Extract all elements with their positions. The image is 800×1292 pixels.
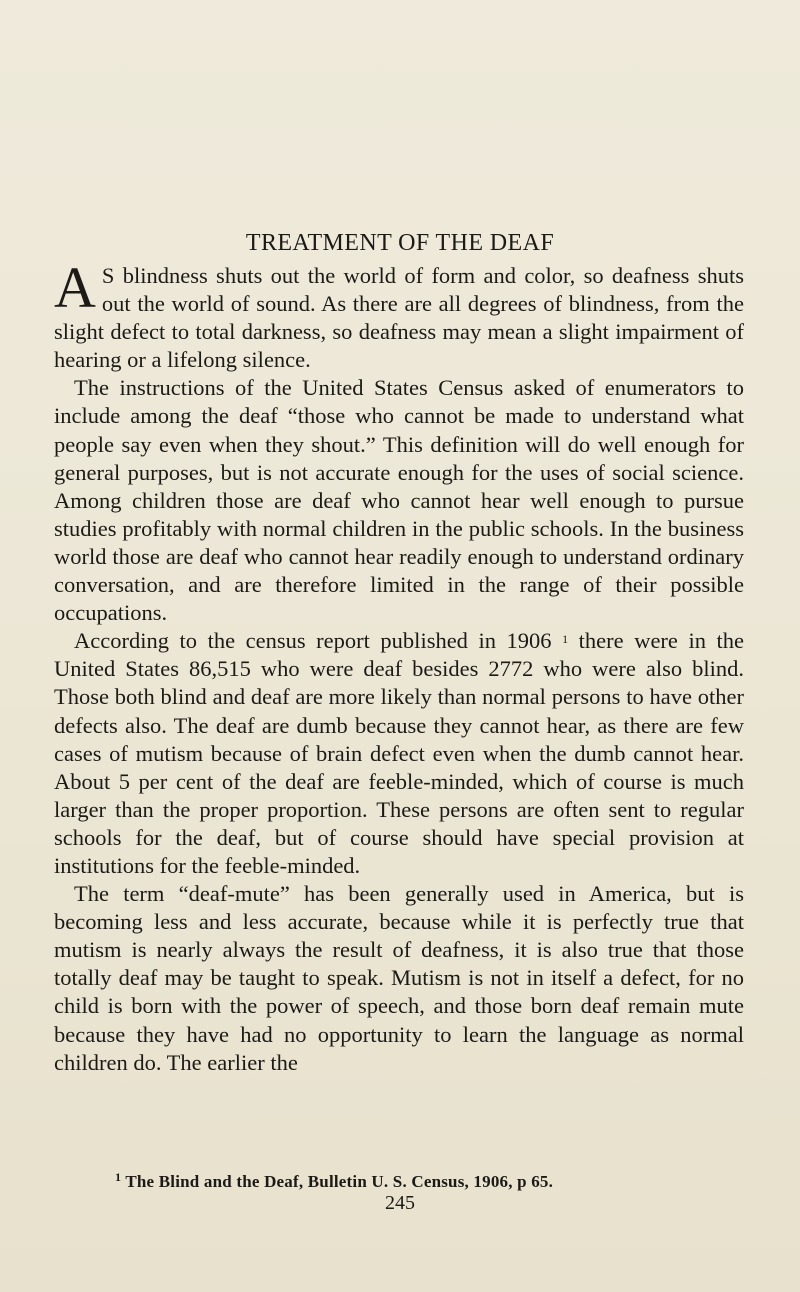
paragraph-1-text: S blindness shuts out the world of form and color, so deafness shuts out the world of sound. As there are all degrees of blindness, from the slight defect to total darkness, so deafness may mean a slight impairment of hearing or a lifelong silence. [54,263,744,373]
paragraph-3 [54,627,744,880]
page-number: 245 [385,1192,415,1214]
paragraph-2: The instructions of the United States Census asked of enumerators to include among the deaf “those who cannot be made to understand what people say even when they shout.” This definition will do well enough for general purposes, but is not accurate enough for the uses of social science. Among children those are deaf who cannot hear well enough to pursue studies profitably with normal children in the public schools. In the business world those are deaf who cannot hear readily enough to understand ordinary conversation, and are therefore limited in the range of their possible occupations. [54,375,744,626]
body-text [54,255,745,1077]
drop-cap: A [54,255,96,320]
paragraph-4: The term “deaf-mute” has been generally used in America, but is becoming less and less accurate, because while it is perfectly true that mutism is nearly always the result of deafness, it is also true that those totally deaf may be taught to speak. Mutism is not in itself a defect, for no child is born with the power of speech, and those born deaf remain mute because they have had no opportunity to learn the language as normal children do. The earlier the [54,881,744,1075]
paragraph-3-text-after-ref: there were in the United States 86,515 who were deaf besides 2772 who were also blind. Those both blind and deaf are more likely than normal persons to have other defects also. The deaf are dumb because they cannot hear, as there are few cases of mutism because of brain defect even when the dumb cannot hear. About 5 per cent of the deaf are feeble-minded, which of course is much larger than the proper proportion. These persons are often sent to regular schools for the deaf, but of course should have special provision at institutions for the feeble-minded. [54,628,745,878]
paragraph-1 [54,255,744,374]
footnote-reference: 1 [562,632,569,647]
paragraph-3-text-before-ref: According to the census report published in 1906 [74,628,552,654]
chapter-title: TREATMENT OF THE DEAF [245,230,555,256]
footnote [115,1172,553,1192]
footnote-text: The Blind and the Deaf, Bulletin U. S. Census, 1906, p 65. [125,1172,554,1191]
footnote-marker: 1 [115,1170,122,1184]
